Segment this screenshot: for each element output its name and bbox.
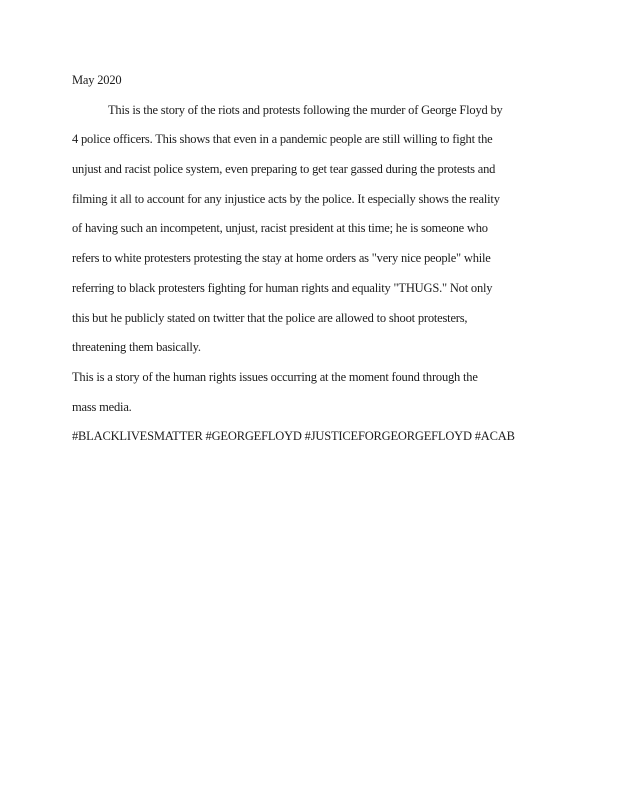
- body-line: unjust and racist police system, even preparing to get tear gassed during the protests and: [72, 162, 496, 177]
- closing-line: mass media.: [72, 399, 132, 414]
- body-line: refers to white protesters protesting the stay at home orders as "very nice people" while: [72, 251, 491, 266]
- body-line: threatening them basically.: [72, 340, 201, 355]
- body-line: This is the story of the riots and protests following the murder of George Floyd by: [108, 102, 503, 117]
- body-line: this but he publicly stated on twitter that the police are allowed to shoot protesters,: [72, 310, 468, 325]
- date-line: May 2020: [72, 73, 122, 87]
- closing-line: This is a story of the human rights issues occurring at the moment found through the: [72, 369, 478, 384]
- body-line: 4 police officers. This shows that even in a pandemic people are still willing to fight the: [72, 132, 493, 147]
- hashtags-line: #BLACKLIVESMATTER #GEORGEFLOYD #JUSTICEFORGEORGEFLOYD #ACAB: [72, 429, 515, 444]
- body-line: of having such an incompetent, unjust, racist president at this time; he is someone who: [72, 221, 488, 236]
- body-line: referring to black protesters fighting for human rights and equality "THUGS." Not only: [72, 280, 493, 295]
- body-line: filming it all to account for any injustice acts by the police. It especially shows the reality: [72, 191, 500, 206]
